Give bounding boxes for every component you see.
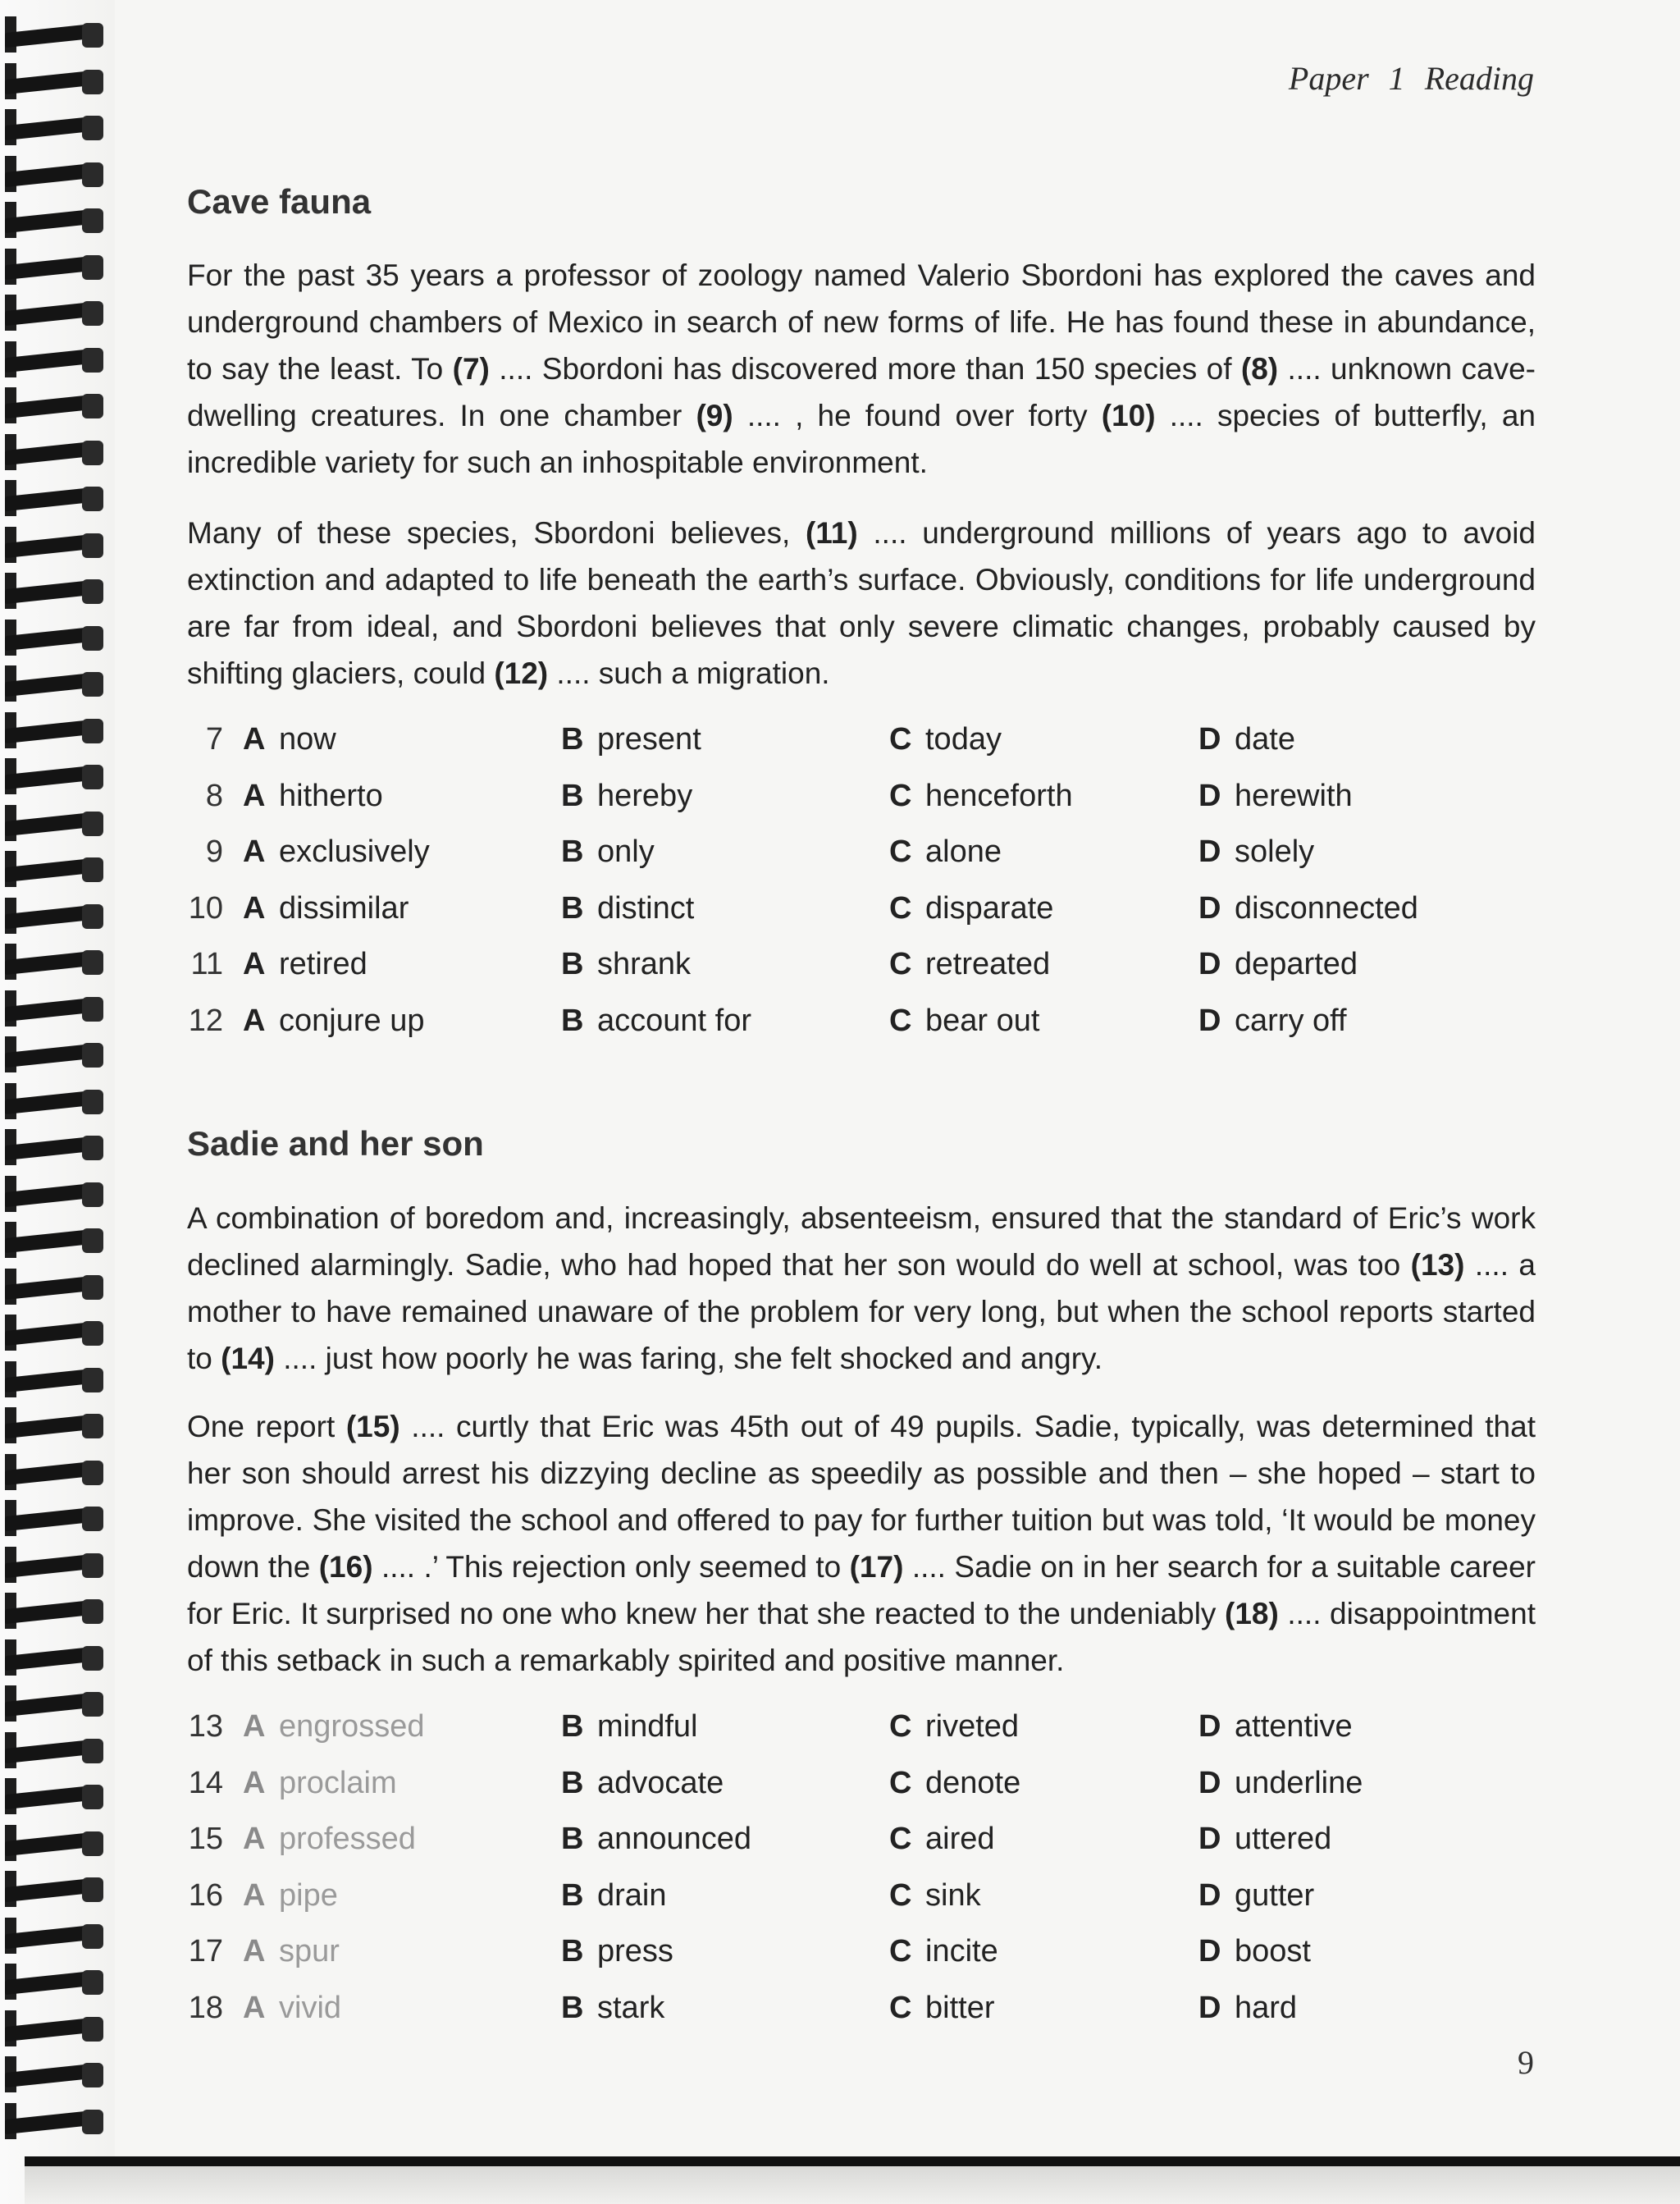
option-text: today	[925, 722, 1002, 757]
binding-coil	[0, 990, 115, 1027]
option-letter: B	[561, 1003, 584, 1038]
question-number: 7	[205, 722, 223, 757]
option-row	[187, 1878, 1536, 1935]
option-text: denote	[925, 1765, 1021, 1800]
gap-marker: (8)	[1240, 352, 1279, 386]
option-letter: C	[889, 778, 912, 813]
option-d	[1198, 779, 1353, 814]
option-c	[889, 1822, 995, 1857]
binding-coil	[0, 2010, 115, 2046]
binding-coil	[0, 898, 115, 934]
option-c	[889, 1004, 1039, 1039]
binding-coil	[0, 1964, 115, 2000]
cave-fauna-paragraph-1: For the past 35 years a professor of zoology named Valerio Sbordoni has explored the caves and underground chambers of Mexico in search of new forms of life. He has found these in abundance, to say the least. To (7) .... Sbordoni has discovered more than 150 species of (8) .... unknown cave-dwelling creatures. In one chamber (9) .... , he found over forty (10) .... species of butterfly, an incredible variety for such an inhospitable environment.	[187, 258, 1536, 479]
cave-fauna-options	[187, 722, 1536, 1059]
binding-coil	[0, 1593, 115, 1629]
option-b	[561, 835, 655, 870]
option-letter: C	[889, 835, 912, 869]
option-text: now	[279, 722, 336, 757]
question-number: 11	[190, 947, 223, 981]
binding-coil	[0, 620, 115, 656]
cave-fauna-paragraph-2: Many of these species, Sbordoni believes, (11) .... underground millions of years ago to avoid extinction and adapted to life beneath the earth’s surface. Obviously, conditions for life underground are far from ideal, and Sbordoni believes that only severe climatic changes, probably caused by shifting glaciers, could (12) .... such a migration.	[187, 516, 1536, 690]
option-b	[561, 1822, 751, 1857]
option-d	[1198, 1878, 1314, 1914]
binding-coil	[0, 1407, 115, 1443]
header-section: Reading	[1424, 60, 1534, 97]
option-d	[1198, 947, 1358, 982]
option-b	[561, 891, 694, 926]
option-c	[889, 1991, 994, 2026]
option-a	[243, 1004, 424, 1039]
option-d	[1198, 1004, 1347, 1039]
spiral-binding	[0, 0, 115, 2204]
option-text: mindful	[597, 1709, 698, 1744]
option-row	[187, 779, 1536, 835]
option-c	[889, 1766, 1020, 1801]
option-c	[889, 722, 1002, 757]
option-text: present	[597, 722, 701, 757]
sadie-options	[187, 1709, 1536, 2046]
option-a	[243, 1878, 338, 1914]
sadie-paragraph-2: One report (15) .... curtly that Eric was 45th out of 49 pupils. Sadie, typically, was determined that her son should arrest his dizzying decline as speedily as possible and then – she hoped – start to improve. She visited the school and offered to pay for further tuition but was told, ‘It would be money down the (16) .... .’ This rejection only seemed to (17) .... Sadie on in her search for a suitable career for Eric. It surprised no one who knew her that she reacted to the undeniably (18) .... disappointment of this setback in such a remarkably spirited and positive manner.	[187, 1410, 1536, 1677]
binding-coil	[0, 1639, 115, 1676]
option-text: advocate	[597, 1765, 724, 1800]
option-row	[187, 1709, 1536, 1766]
binding-coil	[0, 2103, 115, 2139]
question-number: 15	[188, 1822, 223, 1856]
option-text: announced	[597, 1822, 752, 1856]
gap-marker: (18)	[1225, 1597, 1279, 1630]
option-b	[561, 947, 691, 982]
option-text: press	[597, 1934, 673, 1969]
option-text: exclusively	[279, 835, 430, 869]
binding-coil	[0, 1315, 115, 1351]
option-text: uttered	[1235, 1822, 1332, 1856]
question-number: 16	[188, 1877, 223, 1913]
option-letter: D	[1198, 1990, 1221, 2025]
gap-marker: (12)	[494, 656, 549, 690]
binding-coil	[0, 944, 115, 980]
option-b	[561, 1878, 667, 1914]
binding-coil	[0, 527, 115, 563]
running-header	[1289, 59, 1534, 98]
option-c	[889, 1709, 1019, 1744]
binding-coil	[0, 1685, 115, 1722]
option-a	[243, 1991, 341, 2026]
page-edge-shadow	[25, 2166, 1680, 2204]
header-paper: Paper 1	[1288, 60, 1405, 97]
option-letter: C	[889, 1822, 912, 1856]
binding-coil	[0, 1454, 115, 1490]
option-letter: B	[561, 722, 584, 757]
option-text: bear out	[925, 1003, 1040, 1038]
option-row	[187, 947, 1536, 1004]
option-c	[889, 835, 1002, 870]
binding-coil	[0, 665, 115, 702]
option-c	[889, 1934, 998, 1969]
option-text: disparate	[925, 890, 1054, 926]
page-number: 9	[1518, 2044, 1534, 2081]
option-text: pipe	[279, 1877, 338, 1913]
binding-coil	[0, 1871, 115, 1907]
binding-coil	[0, 573, 115, 609]
option-text: hitherto	[279, 778, 383, 813]
gap-marker: (13)	[1410, 1248, 1465, 1282]
option-text: carry off	[1235, 1003, 1347, 1038]
binding-coil	[0, 156, 115, 192]
option-letter: D	[1198, 890, 1221, 926]
option-text: alone	[925, 835, 1002, 869]
option-text: bitter	[925, 1990, 995, 2025]
binding-coil	[0, 805, 115, 841]
option-letter: C	[889, 890, 912, 926]
binding-coil	[0, 1176, 115, 1212]
option-letter: A	[243, 1990, 266, 2025]
option-text: proclaim	[279, 1765, 397, 1800]
option-letter: B	[561, 947, 584, 981]
option-letter: D	[1198, 1822, 1221, 1856]
option-text: gutter	[1235, 1877, 1315, 1913]
option-a	[243, 1822, 416, 1857]
gap-marker: (14)	[221, 1342, 275, 1375]
option-letter: C	[889, 1990, 912, 2025]
question-number: 14	[188, 1765, 223, 1800]
binding-coil	[0, 1547, 115, 1583]
option-text: vivid	[279, 1990, 342, 2025]
option-text: riveted	[925, 1709, 1020, 1744]
option-d	[1198, 835, 1314, 870]
binding-coil	[0, 1269, 115, 1305]
question-number: 18	[188, 1990, 223, 2025]
option-b	[561, 1766, 724, 1801]
question-number: 10	[188, 890, 223, 926]
gap-marker: (16)	[318, 1550, 373, 1584]
binding-coil	[0, 341, 115, 377]
option-letter: B	[561, 1990, 584, 2025]
option-letter: C	[889, 947, 912, 981]
section-title-cave-fauna: Cave fauna	[187, 182, 372, 221]
option-letter: A	[243, 1877, 266, 1913]
option-text: stark	[597, 1990, 665, 2025]
binding-coil	[0, 851, 115, 887]
question-number: 9	[205, 835, 223, 869]
binding-coil	[0, 480, 115, 516]
option-letter: A	[243, 1003, 266, 1038]
option-letter: C	[889, 1877, 912, 1913]
option-letter: A	[243, 890, 266, 926]
option-b	[561, 1004, 751, 1039]
option-letter: B	[561, 1822, 584, 1856]
option-row	[187, 722, 1536, 779]
option-letter: A	[243, 1822, 266, 1856]
option-letter: D	[1198, 778, 1221, 813]
option-letter: B	[561, 1765, 584, 1800]
option-letter: C	[889, 1934, 912, 1969]
sadie-paragraph-1: A combination of boredom and, increasingly, absenteeism, ensured that the standard of Eric’s work declined alarmingly. Sadie, who had hoped that her son would do well at school, was too (13) .... a mother to have remained unaware of the problem for very long, but when the school reports started to (14) .... just how poorly he was faring, she felt shocked and angry.	[187, 1201, 1536, 1375]
binding-coil	[0, 387, 115, 423]
option-text: retreated	[925, 947, 1051, 981]
option-d	[1198, 722, 1295, 757]
option-text: retired	[279, 947, 368, 981]
option-letter: C	[889, 1765, 912, 1800]
option-b	[561, 1934, 673, 1969]
option-text: drain	[597, 1877, 667, 1913]
option-a	[243, 947, 368, 982]
option-text: boost	[1235, 1934, 1311, 1969]
binding-coil	[0, 1500, 115, 1536]
option-letter: D	[1198, 1877, 1221, 1913]
option-letter: C	[889, 1709, 912, 1744]
option-text: date	[1235, 722, 1295, 757]
gap-marker: (11)	[805, 516, 858, 550]
option-text: distinct	[597, 890, 695, 926]
option-a	[243, 722, 336, 757]
binding-coil	[0, 1129, 115, 1165]
option-a	[243, 835, 430, 870]
binding-coil	[0, 1918, 115, 1954]
binding-coil	[0, 109, 115, 145]
option-text: disconnected	[1235, 890, 1418, 926]
option-d	[1198, 1709, 1353, 1744]
option-letter: B	[561, 890, 584, 926]
option-letter: C	[889, 1003, 912, 1038]
option-c	[889, 779, 1073, 814]
option-text: only	[597, 835, 655, 869]
option-text: account for	[597, 1003, 751, 1038]
option-text: sink	[925, 1877, 981, 1913]
option-text: professed	[279, 1822, 416, 1856]
option-letter: A	[243, 947, 266, 981]
option-text: conjure up	[279, 1003, 425, 1038]
page-edge-bar	[25, 2156, 1680, 2166]
option-text: departed	[1235, 947, 1358, 981]
option-letter: B	[561, 835, 584, 869]
option-d	[1198, 891, 1418, 926]
binding-coil	[0, 1361, 115, 1397]
binding-coil	[0, 1825, 115, 1861]
option-b	[561, 1991, 664, 2026]
option-text: solely	[1235, 835, 1315, 869]
binding-coil	[0, 2056, 115, 2092]
option-text: dissimilar	[279, 890, 409, 926]
question-number: 12	[188, 1003, 223, 1038]
option-text: shrank	[597, 947, 692, 981]
option-row	[187, 1766, 1536, 1822]
option-row	[187, 1822, 1536, 1878]
option-text: incite	[925, 1934, 998, 1969]
option-c	[889, 947, 1050, 982]
option-c	[889, 891, 1053, 926]
binding-coil	[0, 1732, 115, 1768]
option-letter: B	[561, 778, 584, 813]
option-letter: C	[889, 722, 912, 757]
section-title-sadie: Sadie and her son	[187, 1124, 484, 1163]
option-b	[561, 722, 701, 757]
option-text: spur	[279, 1934, 340, 1969]
option-text: aired	[925, 1822, 995, 1856]
option-d	[1198, 1934, 1311, 1969]
option-text: engrossed	[279, 1709, 425, 1744]
option-a	[243, 891, 409, 926]
option-a	[243, 1709, 424, 1744]
question-number: 17	[188, 1934, 223, 1969]
option-b	[561, 1709, 698, 1744]
question-number: 8	[205, 778, 223, 813]
option-row	[187, 1004, 1536, 1060]
binding-coil	[0, 63, 115, 99]
option-text: hard	[1235, 1990, 1298, 2025]
binding-coil	[0, 1778, 115, 1814]
binding-coil	[0, 712, 115, 748]
option-a	[243, 1766, 397, 1801]
option-letter: B	[561, 1877, 584, 1913]
binding-coil	[0, 758, 115, 794]
gap-marker: (15)	[345, 1410, 400, 1443]
option-letter: D	[1198, 947, 1221, 981]
binding-coil	[0, 434, 115, 470]
option-d	[1198, 1991, 1297, 2026]
option-letter: A	[243, 1709, 266, 1744]
option-letter: B	[561, 1709, 584, 1744]
option-row	[187, 891, 1536, 948]
option-letter: D	[1198, 722, 1221, 757]
binding-coil	[0, 202, 115, 238]
option-row	[187, 1991, 1536, 2047]
option-a	[243, 779, 383, 814]
option-text: underline	[1235, 1765, 1363, 1800]
option-letter: D	[1198, 1003, 1221, 1038]
option-letter: A	[243, 778, 266, 813]
gap-marker: (7)	[452, 352, 490, 386]
option-row	[187, 1934, 1536, 1991]
option-b	[561, 779, 692, 814]
option-a	[243, 1934, 340, 1969]
binding-coil	[0, 295, 115, 331]
option-row	[187, 835, 1536, 891]
option-letter: D	[1198, 835, 1221, 869]
option-letter: D	[1198, 1709, 1221, 1744]
option-d	[1198, 1766, 1363, 1801]
binding-coil	[0, 1036, 115, 1072]
option-d	[1198, 1822, 1331, 1857]
binding-coil	[0, 1222, 115, 1258]
binding-coil	[0, 1083, 115, 1119]
option-letter: A	[243, 722, 266, 757]
option-text: hereby	[597, 778, 693, 813]
option-letter: A	[243, 1934, 266, 1969]
gap-marker: (17)	[849, 1550, 904, 1584]
option-letter: A	[243, 1765, 266, 1800]
option-text: herewith	[1235, 778, 1353, 813]
binding-coil	[0, 16, 115, 53]
option-letter: A	[243, 835, 266, 869]
option-letter: D	[1198, 1934, 1221, 1969]
gap-marker: (10)	[1101, 399, 1156, 432]
binding-coil	[0, 249, 115, 285]
question-number: 13	[188, 1709, 223, 1744]
option-text: henceforth	[925, 778, 1073, 813]
option-text: attentive	[1235, 1709, 1353, 1744]
option-c	[889, 1878, 981, 1914]
option-letter: B	[561, 1934, 584, 1969]
gap-marker: (9)	[696, 399, 733, 432]
option-letter: D	[1198, 1765, 1221, 1800]
